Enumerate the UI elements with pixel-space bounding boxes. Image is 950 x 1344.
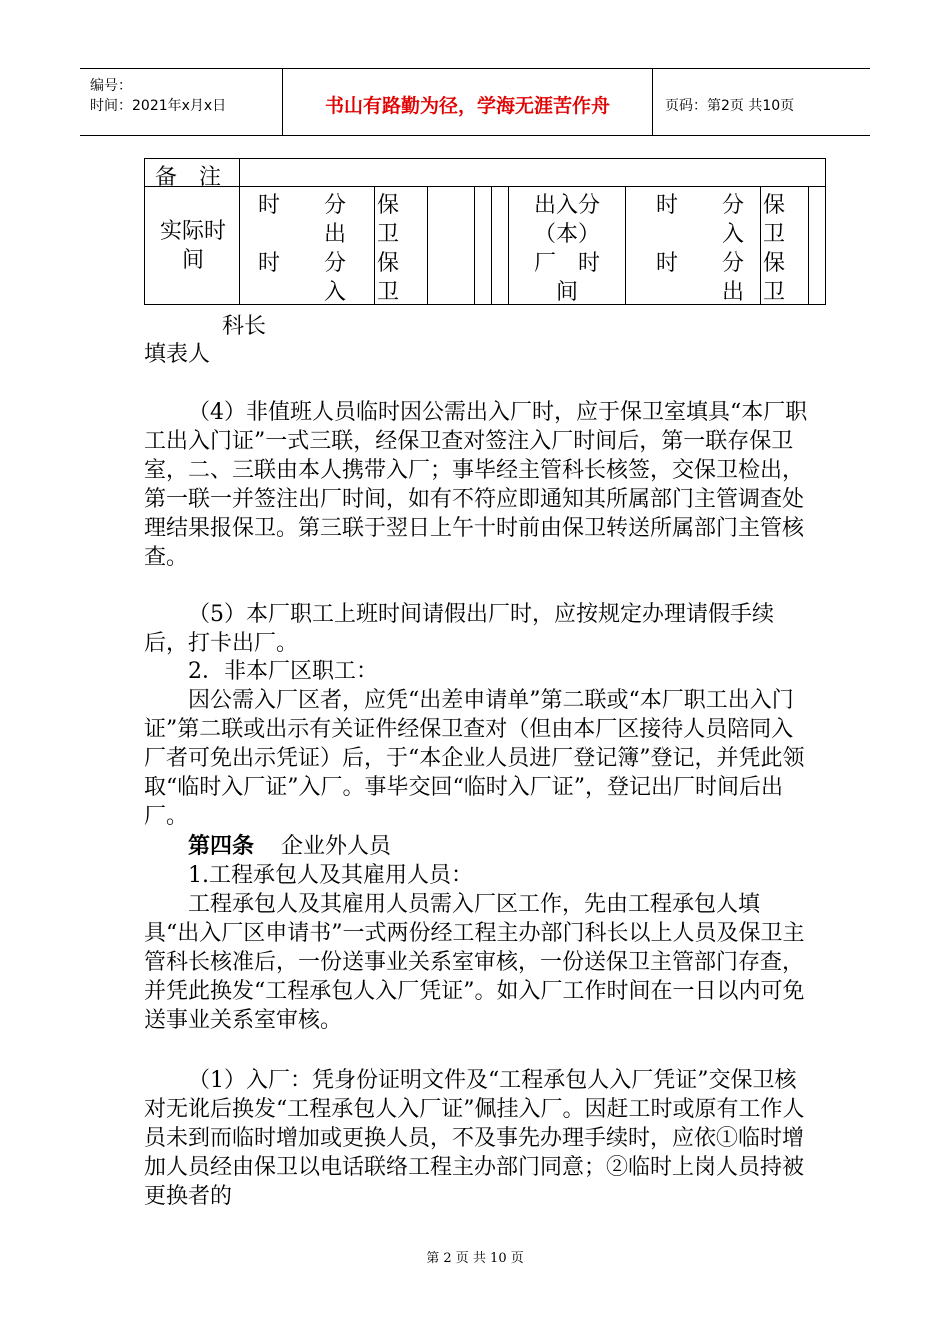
entry-exit-form-table — [144, 158, 826, 305]
remark-label: 备 注 — [155, 165, 222, 190]
document-date-label: 时间：2021年x月x日 — [90, 98, 227, 114]
page-footer: 第 2 页 共 10 页 — [426, 1251, 524, 1266]
header-meta — [80, 69, 283, 135]
remark-label-cell — [145, 159, 240, 190]
paragraph-4: （4）非值班人员临时因公需出入厂时，应于保卫室填具“本厂职工出入门证”一式三联，经保卫查对签注入厂时间后，第一联存保卫室，二、三联由本人携带入厂；事毕经主管科长核签，交保卫检出，第一联一并签注出厂时间，如有不符应即通知其所属部门主管调查处理结果报保卫。第三联于翌日上午十时前由保卫转送所属部门主管核查。 — [144, 400, 808, 570]
remark-value-cell — [240, 159, 826, 187]
actual-time-label-cell — [145, 187, 240, 305]
document-number-label: 编号： — [90, 78, 132, 94]
paragraph-1: （1）入厂：凭身份证明文件及“工程承包人入厂凭证”交保卫核对无讹后换发“工程承包人入厂证”佩挂入厂。因赶工时或原有工作人员未到而临时增加或更换人员，不及事先办理手续时，应依①临时增加人员经由保卫以电话联络工程主办部门同意；②临时上岗人员持被更换者的 — [144, 1068, 805, 1209]
header-page-number: 页码：第2页 共10页 — [665, 98, 795, 114]
blank-cell-1 — [428, 187, 475, 305]
section-chief-label: 科长 — [222, 314, 267, 339]
header-motto: 书山有路勤为径，学海无涯苦作舟 — [324, 95, 610, 117]
guard-signature-c: 保卫 — [763, 193, 786, 247]
article-4-label: 第四条 — [188, 834, 255, 859]
blank-cell-4 — [809, 187, 826, 305]
page-header — [80, 68, 870, 136]
guard-signature-d: 保卫 — [763, 251, 786, 305]
exit-time-cell — [240, 187, 375, 305]
entry-time-suffix-2: 入 — [722, 222, 745, 247]
header-motto-cell — [283, 69, 653, 135]
plant-time-cell — [509, 187, 626, 305]
section-2-title: 2．非本厂区职工： — [188, 659, 378, 684]
guard-cell-1 — [375, 187, 428, 305]
exit-time-header-2: 时 分 — [656, 251, 745, 276]
section-2-body: 因公需入厂区者，应凭“出差申请单”第二联或“本厂职工出入门证”第二联或出示有关证件经保卫查对（但由本厂区接待人员陪同入厂者可免出示凭证）后，于“本企业人员进厂登记簿”登记，并凭此领取“临时入厂证”入厂。事毕交回“临时入厂证”，登记出厂时间后出厂。 — [144, 688, 805, 829]
article-4-title: 企业外人员 — [281, 834, 392, 859]
exit-time-suffix: 出 — [324, 222, 347, 247]
entry-time-header: 时 分 — [258, 251, 347, 276]
paragraph-5: （5）本厂职工上班时间请假出厂时，应按规定办理请假手续后，打卡出厂。 — [144, 602, 774, 656]
entry-time-cell-2 — [626, 187, 761, 305]
guard-signature-b: 保卫 — [377, 251, 400, 305]
blank-cell-2 — [475, 187, 492, 305]
header-page-cell — [653, 69, 870, 135]
plant-time-label: 出入分（本）厂 时间 — [533, 193, 600, 305]
exit-time-suffix-2: 出 — [722, 280, 745, 305]
entry-time-header-2: 时 分 — [656, 193, 745, 218]
guard-cell-2 — [761, 187, 809, 305]
actual-time-label: 实际时间 — [159, 219, 226, 273]
filler-label: 填表人 — [144, 342, 211, 367]
guard-signature-a: 保卫 — [377, 193, 400, 247]
section-1-body: 工程承包人及其雇用人员需入厂区工作，先由工程承包人填具“出入厂区申请书”一式两份经工程主办部门科长以上人员及保卫主管科长核准后，一份送事业关系室审核，一份送保卫主管部门存查，并凭此换发“工程承包人入厂凭证”。如入厂工作时间在一日以内可免送事业关系室审核。 — [144, 892, 805, 1033]
blank-cell-3 — [492, 187, 509, 305]
exit-time-header: 时 分 — [258, 193, 347, 218]
article-4-heading — [144, 832, 814, 861]
section-1-title: 1.工程承包人及其雇用人员： — [188, 863, 473, 888]
entry-time-suffix: 入 — [324, 280, 347, 305]
